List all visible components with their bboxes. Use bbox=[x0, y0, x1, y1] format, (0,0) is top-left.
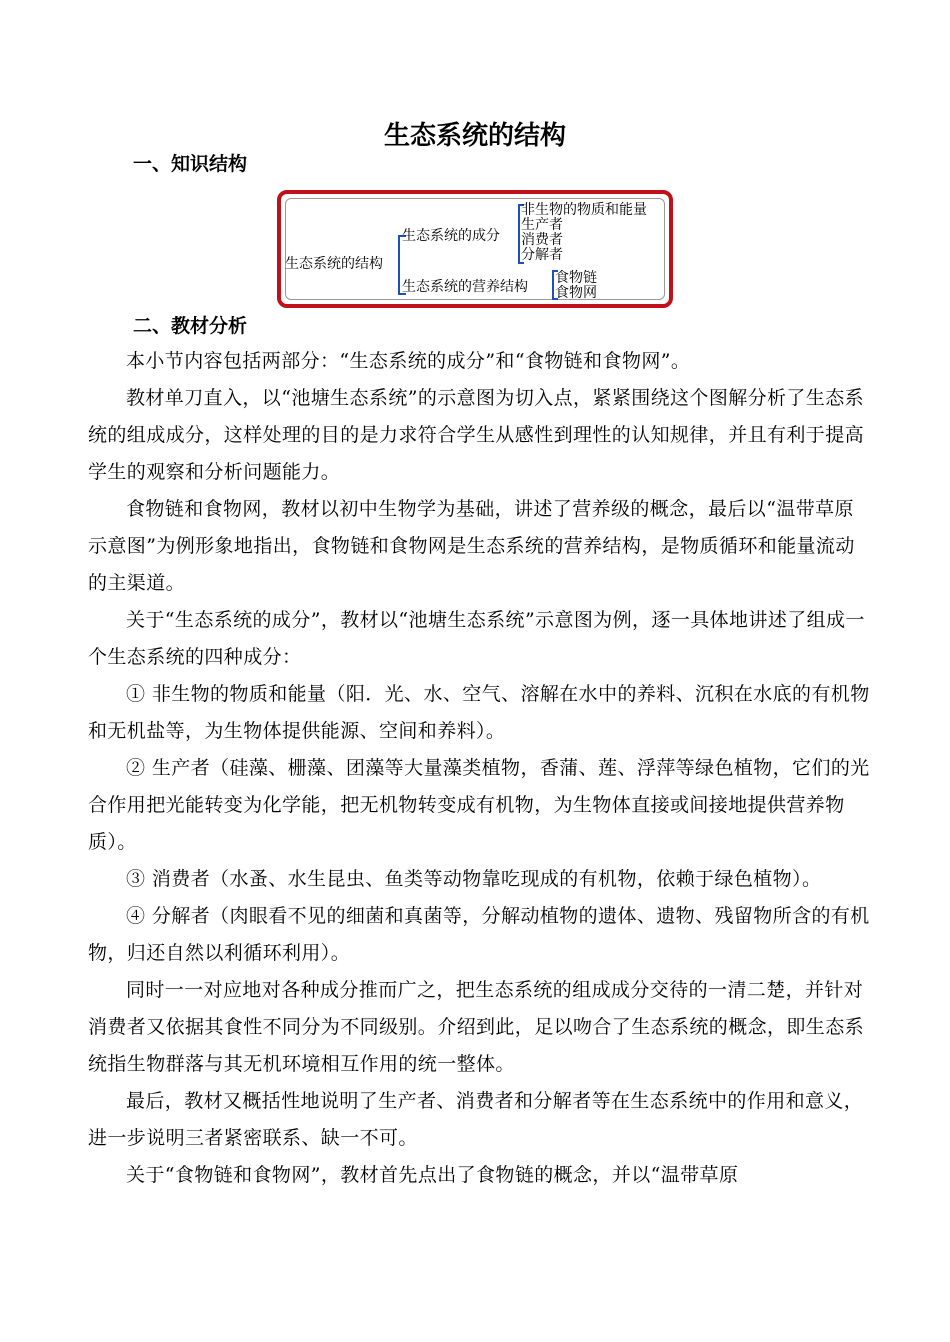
diagram-branch-components-label: 生态系统的成分 bbox=[402, 228, 500, 244]
paragraph: 本小节内容包括两部分：“生态系统的成分”和“食物链和食物网”。 bbox=[126, 350, 691, 372]
diagram-item-food-web: 食物网 bbox=[555, 285, 597, 301]
diagram-item-abiotic: 非生物的物质和能量 bbox=[521, 202, 647, 218]
diagram-branch-trophic-label: 生态系统的营养结构 bbox=[402, 279, 528, 295]
section-heading-textbook-analysis: 二、教材分析 bbox=[133, 315, 248, 337]
diagram-item-food-chain: 食物链 bbox=[555, 270, 597, 286]
root-bracket-line bbox=[398, 235, 400, 295]
paragraph: ④ 分解者（肉眼看不见的细菌和真菌等，分解动植物的遗体、遗物、残留物所含的有机物，归还自然以利循环利用）。 bbox=[88, 905, 870, 964]
components-bracket-line bbox=[518, 204, 520, 264]
diagram-item-decomposer: 分解者 bbox=[521, 247, 563, 263]
paragraph: 同时一一对应地对各种成分推而广之，把生态系统的组成成分交待的一清二楚，并针对消费者又依据其食性不同分为不同级别。介绍到此，足以吻合了生态系统的概念，即生态系统指生物群落与其无机环境相互作用的统一整体。 bbox=[88, 979, 865, 1075]
section-heading-knowledge-structure: 一、知识结构 bbox=[133, 153, 248, 175]
paragraph: 关于“生态系统的成分”，教材以“池塘生态系统”示意图为例，逐一具体地讲述了组成一个生态系统的四种成分： bbox=[88, 609, 865, 668]
paragraph: 食物链和食物网，教材以初中生物学为基础，讲述了营养级的概念，最后以“温带草原示意图”为例形象地指出，食物链和食物网是生态系统的营养结构，是物质循环和能量流动的主渠道。 bbox=[88, 498, 855, 594]
diagram-root-label: 生态系统的结构 bbox=[285, 256, 383, 272]
page-title: 生态系统的结构 bbox=[383, 121, 566, 151]
paragraph: ③ 消费者（水蚤、水生昆虫、鱼类等动物靠吃现成的有机物，依赖于绿色植物）。 bbox=[126, 868, 822, 890]
paragraph: 最后，教材又概括性地说明了生产者、消费者和分解者等在生态系统中的作用和意义，进一步说明三者紧密联系、缺一不可。 bbox=[88, 1090, 864, 1149]
knowledge-structure-diagram bbox=[277, 190, 673, 308]
paragraph: 关于“食物链和食物网”，教材首先点出了食物链的概念，并以“温带草原 bbox=[126, 1164, 739, 1186]
paragraph: 教材单刀直入，以“池塘生态系统”的示意图为切入点，紧紧围绕这个图解分析了生态系统的组成成分，这样处理的目的是力求符合学生从感性到理性的认知规律，并且有利于提高学生的观察和分析问题能力。 bbox=[88, 387, 865, 483]
diagram-item-producer: 生产者 bbox=[521, 217, 563, 233]
paragraph: ① 非生物的物质和能量（阳．光、水、空气、溶解在水中的养料、沉积在水底的有机物和无机盐等，为生物体提供能源、空间和养料）。 bbox=[88, 683, 870, 742]
paragraph: ② 生产者（硅藻、栅藻、团藻等大量藻类植物，香蒲、莲、浮萍等绿色植物，它们的光合作用把光能转变为化学能，把无机物转变成有机物，为生物体直接或间接地提供营养物质）。 bbox=[88, 757, 870, 853]
analysis-body bbox=[88, 343, 873, 1194]
diagram-item-consumer: 消费者 bbox=[521, 232, 563, 248]
trophic-bracket-line bbox=[552, 270, 554, 300]
